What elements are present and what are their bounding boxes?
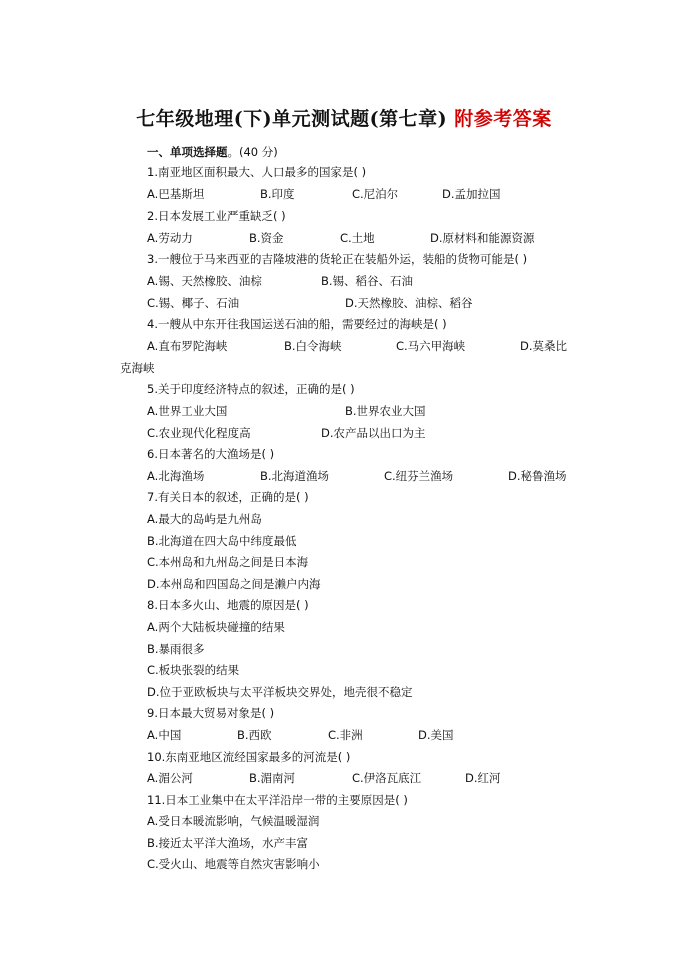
option: A.中国 xyxy=(147,728,182,742)
option: D.红河 xyxy=(465,771,501,785)
question-stem: 7.有关日本的叙述，正确的是( ) xyxy=(147,490,309,504)
question-stem: 8.日本多火山、地震的原因是( ) xyxy=(147,598,309,612)
section-heading xyxy=(147,144,278,160)
option-wrap: 克海峡 xyxy=(120,361,155,375)
section-label: 一、单项选择题 xyxy=(147,145,228,159)
option: A.直布罗陀海峡 xyxy=(147,339,228,353)
option: C.锡、椰子、石油 xyxy=(147,296,240,310)
question-stem: 3.一艘位于马来西亚的吉隆坡港的货轮正在装船外运，装船的货物可能是( ) xyxy=(147,252,528,266)
option: D.天然橡胶、油棕、稻谷 xyxy=(345,296,473,310)
option: C.纽芬兰渔场 xyxy=(384,469,454,483)
option: B.湄南河 xyxy=(249,771,296,785)
option: A.北海渔场 xyxy=(147,469,205,483)
option: B.资金 xyxy=(249,231,284,245)
option: C.板块张裂的结果 xyxy=(147,663,240,677)
option: C.尼泊尔 xyxy=(352,187,399,201)
option: C.马六甲海峡 xyxy=(396,339,466,353)
question-stem: 9.日本最大贸易对象是( ) xyxy=(147,706,275,720)
question-stem: 4.一艘从中东开往我国运送石油的船，需要经过的海峡是( ) xyxy=(147,317,447,331)
option: A.湄公河 xyxy=(147,771,193,785)
option: B.印度 xyxy=(260,187,295,201)
option: D.农产品以出口为主 xyxy=(321,426,426,440)
option: B.锡、稻谷、石油 xyxy=(321,274,414,288)
option: C.受火山、地震等自然灾害影响小 xyxy=(147,857,320,871)
option: B.北海道在四大岛中纬度最低 xyxy=(147,534,297,548)
question-stem: 10.东南亚地区流经国家最多的河流是( ) xyxy=(147,750,351,764)
option: A.锡、天然橡胶、油棕 xyxy=(147,274,262,288)
option: C.非洲 xyxy=(328,728,363,742)
option: C.土地 xyxy=(340,231,375,245)
option: A.巴基斯坦 xyxy=(147,187,205,201)
option: D.秘鲁渔场 xyxy=(508,469,567,483)
question-stem: 6.日本著名的大渔场是( ) xyxy=(147,447,275,461)
option: A.两个大陆板块碰撞的结果 xyxy=(147,620,285,634)
option: A.最大的岛屿是九州岛 xyxy=(147,512,262,526)
option: B.世界农业大国 xyxy=(345,404,426,418)
section-dot: 。 xyxy=(227,145,239,159)
option: C.伊洛瓦底江 xyxy=(352,771,422,785)
option: B.北海道渔场 xyxy=(260,469,330,483)
option: B.接近太平洋大渔场，水产丰富 xyxy=(147,836,309,850)
option: A.受日本暖流影响，气候温暖湿润 xyxy=(147,814,320,828)
option: D.美国 xyxy=(418,728,454,742)
title-answer-note: 附参考答案 xyxy=(454,108,552,130)
option: B.暴雨很多 xyxy=(147,642,205,656)
option: B.西欧 xyxy=(237,728,272,742)
title-main: 七年级地理(下)单元测试题(第七章) xyxy=(136,108,448,130)
page-title xyxy=(0,104,688,131)
option: A.劳动力 xyxy=(147,231,193,245)
option: C.农业现代化程度高 xyxy=(147,426,251,440)
section-score: (40 分) xyxy=(239,145,278,159)
option: C.本州岛和九州岛之间是日本海 xyxy=(147,555,309,569)
question-stem: 11.日本工业集中在太平洋沿岸一带的主要原因是( ) xyxy=(147,793,408,807)
option: D.位于亚欧板块与太平洋板块交界处，地壳很不稳定 xyxy=(147,685,413,699)
option: D.莫桑比 xyxy=(520,339,568,353)
option: A.世界工业大国 xyxy=(147,404,228,418)
option: D.孟加拉国 xyxy=(442,187,501,201)
option: D.本州岛和四国岛之间是濑户内海 xyxy=(147,577,321,591)
question-stem: 5.关于印度经济特点的叙述，正确的是( ) xyxy=(147,382,355,396)
question-stem: 2.日本发展工业严重缺乏( ) xyxy=(147,209,286,223)
option: B.白令海峡 xyxy=(284,339,342,353)
option: D.原材料和能源资源 xyxy=(430,231,535,245)
question-stem: 1.南亚地区面积最大、人口最多的国家是( ) xyxy=(147,165,367,179)
